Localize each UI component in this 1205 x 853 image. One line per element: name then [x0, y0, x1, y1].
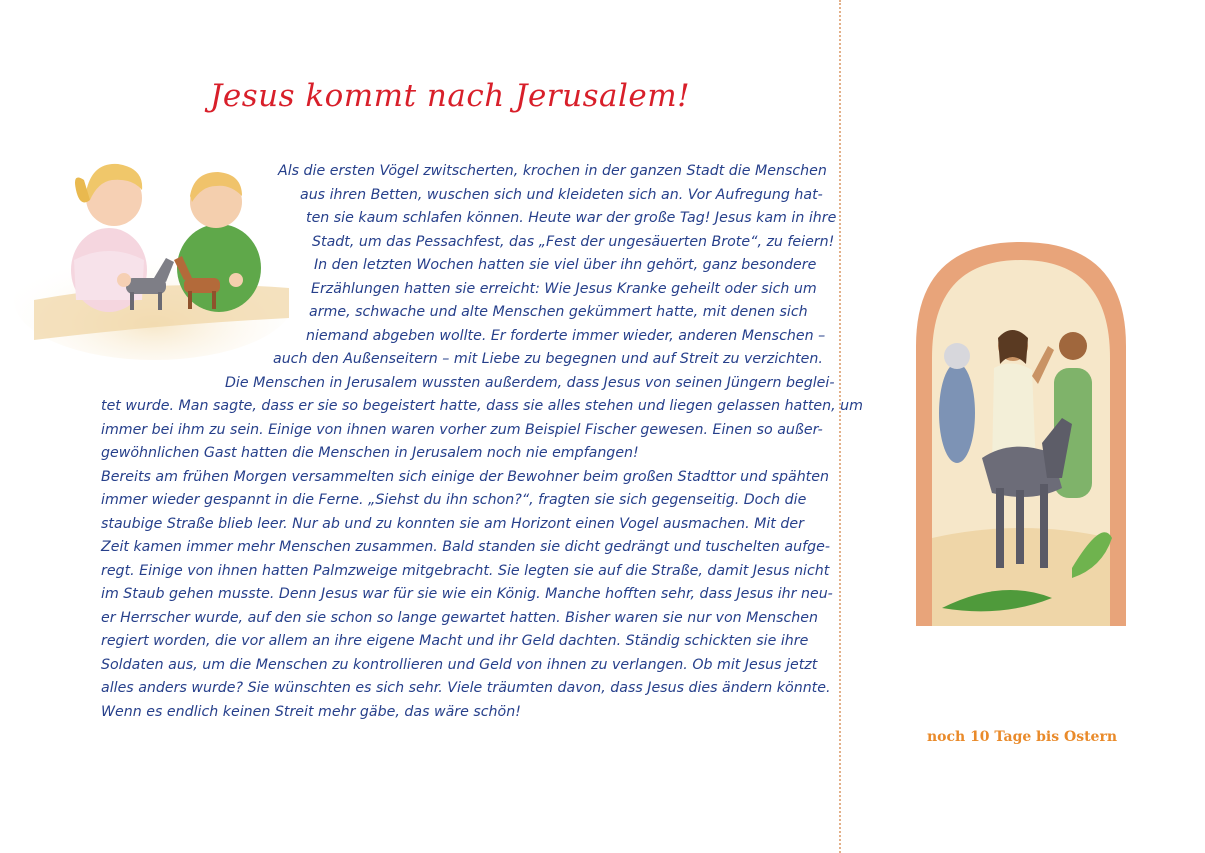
story-line: Bereits am frühen Morgen versammelten sich einige der Bewohner beim großen Stadttor und spähten [101, 468, 829, 485]
story-line: immer wieder gespannt in die Ferne. „Siehst du ihn schon?“, fragten sie sich gegenseitig. Doch die [101, 492, 807, 508]
story-line: Stadt, um das Pessachfest, das „Fest der ungesäuerten Brote“, zu feiern! [312, 233, 835, 250]
story-line: Soldaten aus, um die Menschen zu kontrollieren und Geld von ihnen zu verlangen. Ob mit Jesus jetzt [101, 656, 818, 673]
children-with-donkey-figures-illustration [14, 150, 289, 360]
story-line: Erzählungen hatten sie erreicht: Wie Jesus Kranke geheilt oder sich um [311, 280, 817, 297]
story-line: In den letzten Wochen hatten sie viel über ihn gehört, ganz besondere [314, 257, 817, 273]
story-line: niemand abgeben wollte. Er forderte immer wieder, anderen Menschen – [306, 327, 826, 344]
story-line: regt. Einige von ihnen hatten Palmzweige mitgebracht. Sie legten sie auf die Straße, damit Jesus nicht [101, 562, 830, 579]
story-line: auch den Außenseitern – mit Liebe zu begegnen und auf Streit zu verzichten. [273, 351, 823, 367]
story-line: gewöhnlichen Gast hatten die Menschen in Jerusalem noch nie empfangen! [101, 445, 639, 461]
story-line: Zeit kamen immer mehr Menschen zusammen. Bald standen sie dicht gedrängt und tuschelten aufge- [101, 539, 830, 555]
story-line: er Herrscher wurde, auf den sie schon so lange gewartet hatten. Bisher waren sie nur von Menschen [101, 609, 819, 626]
story-line: ten sie kaum schlafen können. Heute war der große Tag! Jesus kam in ihre [306, 210, 837, 226]
story-line: arme, schwache und alte Menschen gekümmert hatte, mit denen sich [309, 304, 808, 320]
story-line: Wenn es endlich keinen Streit mehr gäbe, das wäre schön! [101, 703, 521, 720]
story-line: alles anders wurde? Sie wünschten es sich sehr. Viele träumten davon, dass Jesus dies ändern könnte. [101, 680, 831, 696]
story-line: tet wurde. Man sagte, dass er sie so begeistert hatte, dass sie alles stehen und liegen gelassen hatten, um [101, 398, 863, 414]
story-line: immer bei ihm zu sein. Einige von ihnen waren vorher zum Beispiel Fischer gewesen. Einen so außer- [101, 421, 823, 438]
countdown-label: noch 10 Tage bis Ostern [926, 729, 1118, 745]
jesus-on-donkey-entering-gate-illustration [912, 238, 1130, 628]
story-line: im Staub gehen musste. Denn Jesus war für sie wie ein König. Manche hofften sehr, dass Jesus ihr neu- [101, 586, 833, 602]
story-line: regiert worden, die vor allem an ihre eigene Macht und ihr Geld dachten. Ständig schickten sie ihre [101, 633, 809, 649]
story-line: staubige Straße blieb leer. Nur ab und zu konnten sie am Horizont einen Vogel ausmachen. Mit der [101, 515, 804, 532]
story-line: aus ihren Betten, wuschen sich und kleideten sich an. Vor Aufregung hat- [300, 186, 823, 203]
page-title: Jesus kommt nach Jerusalem! [209, 78, 691, 114]
story-line: Als die ersten Vögel zwitscherten, krochen in der ganzen Stadt die Menschen [278, 163, 827, 179]
story-line: Die Menschen in Jerusalem wussten außerdem, dass Jesus von seinen Jüngern beglei- [225, 374, 835, 391]
page-divider [839, 0, 841, 853]
